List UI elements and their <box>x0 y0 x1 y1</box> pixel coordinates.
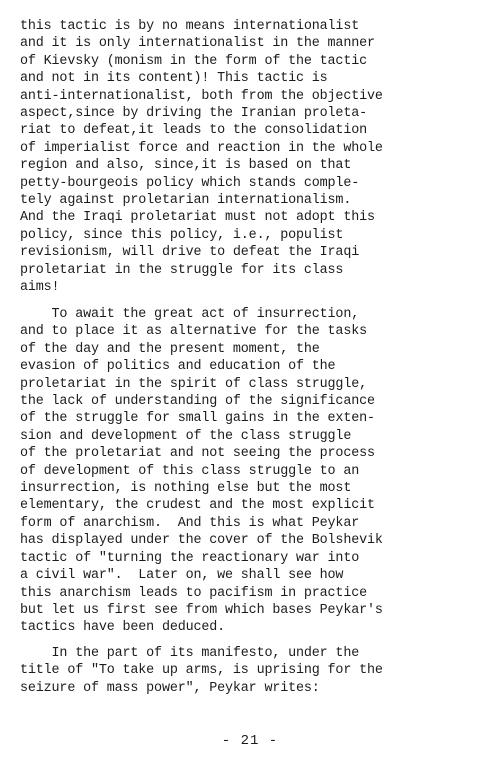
text-line: and not in its content)! This tactic is <box>20 71 328 87</box>
text-line: To await the great act of insurrection, <box>20 307 360 322</box>
paragraph-1 <box>20 18 490 297</box>
text-line: has displayed under the cover of the Bolshevik <box>20 533 383 549</box>
text-line: elementary, the crudest and the most explicit <box>20 498 375 514</box>
text-line: anti-internationalist, both from the objective <box>20 88 383 104</box>
paragraph-2 <box>20 306 490 637</box>
text-line: and it is only internationalist in the manner <box>20 36 375 52</box>
text-line: In the part of its manifesto, under the <box>20 646 360 661</box>
text-line: of the day and the present moment, the <box>20 341 320 357</box>
text-line: and to place it as alternative for the tasks <box>20 324 367 340</box>
text-line: aspect,since by driving the Iranian proleta- <box>20 106 367 122</box>
text-line: riat to defeat,it leads to the consolidation <box>20 123 367 139</box>
page-number: - 21 - <box>221 733 279 749</box>
paragraph-3 <box>20 645 490 697</box>
text-line: of the proletariat and not seeing the process <box>20 446 375 462</box>
text-line: a civil war". Later on, we shall see how <box>20 568 344 584</box>
text-line: of Kievsky (monism in the form of the tactic <box>20 53 367 69</box>
text-line: of imperialist force and reaction in the whole <box>20 140 383 156</box>
text-line: this anarchism leads to pacifism in practice <box>20 585 367 601</box>
text-line: of development of this class struggle to an <box>20 463 360 479</box>
text-line: this tactic is by no means internationalist <box>20 19 360 34</box>
text-line: the lack of understanding of the significance <box>20 394 375 410</box>
text-line: petty-bourgeois policy which stands comple- <box>20 175 360 191</box>
text-line: region and also, since,it is based on that <box>20 158 352 174</box>
text-line: of the struggle for small gains in the exten- <box>20 411 375 427</box>
text-line: title of "To take up arms, is uprising for the <box>20 663 383 679</box>
text-line: And the Iraqi proletariat must not adopt this <box>20 210 375 226</box>
text-line: tactics have been deduced. <box>20 620 226 636</box>
text-line: insurrection, is nothing else but the most <box>20 481 352 497</box>
text-line: but let us first see from which bases Peykar's <box>20 602 383 618</box>
text-line: proletariat in the spirit of class struggle, <box>20 376 367 392</box>
text-line: sion and development of the class struggle <box>20 428 352 444</box>
text-line: proletariat in the struggle for its class <box>20 262 344 278</box>
text-line: aims! <box>20 280 60 296</box>
text-line: policy, since this policy, i.e., populist <box>20 227 344 243</box>
text-line: seizure of mass power", Peykar writes: <box>20 680 320 696</box>
text-line: form of anarchism. And this is what Peykar <box>20 515 360 531</box>
text-line: evasion of politics and education of the <box>20 359 336 375</box>
text-line: tely against proletarian internationalism. <box>20 193 352 209</box>
text-line: tactic of "turning the reactionary war into <box>20 550 360 566</box>
text-line: revisionism, will drive to defeat the Iraqi <box>20 245 360 261</box>
